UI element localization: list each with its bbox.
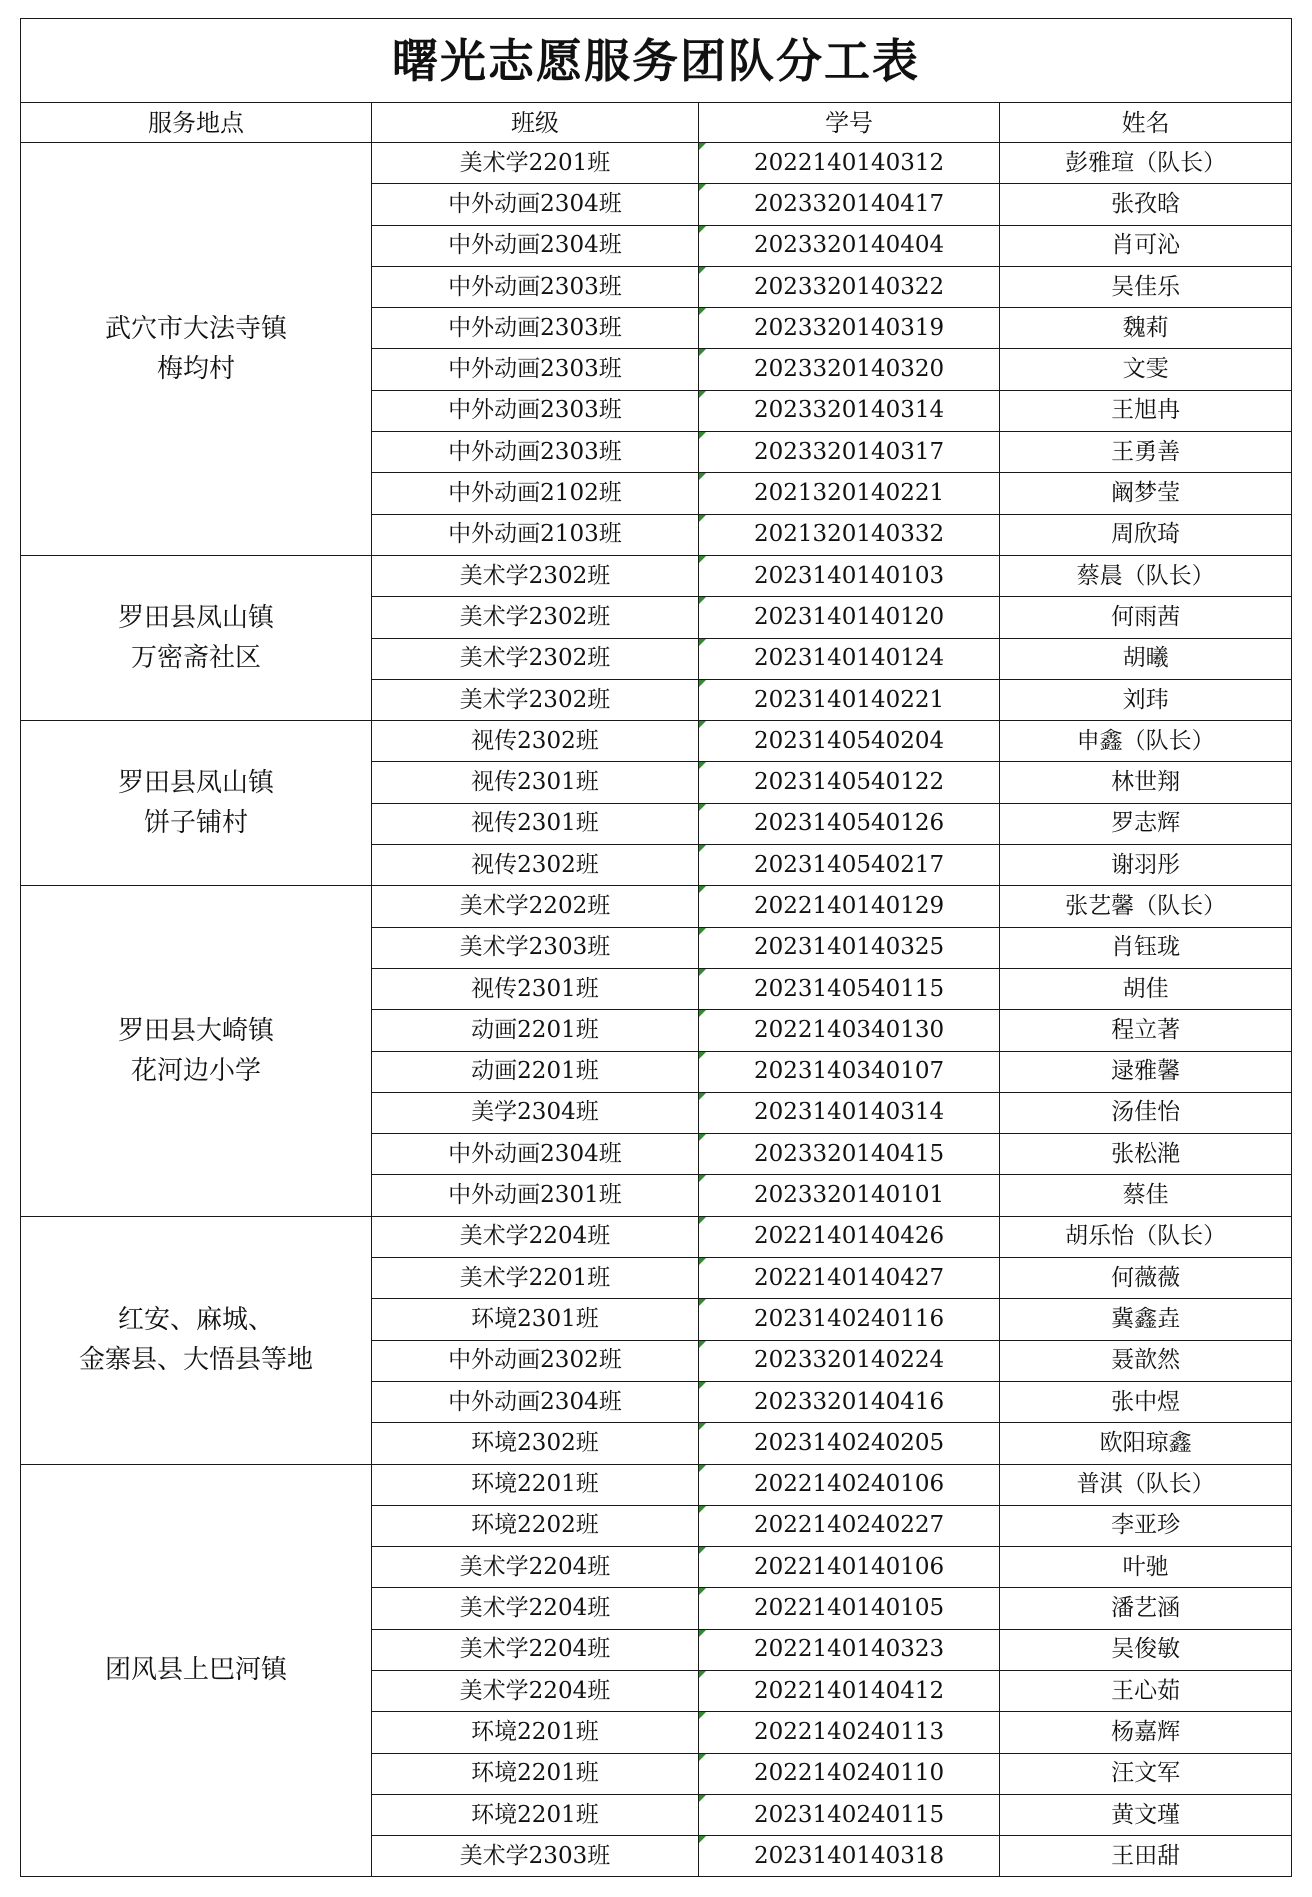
student-id-cell: 2023320140415: [698, 1134, 999, 1175]
student-id-cell: 2023320140317: [698, 432, 999, 473]
student-id-cell: 2023140240116: [698, 1299, 999, 1340]
student-id-cell: 2022140240113: [698, 1712, 999, 1753]
class-cell: 中外动画2304班: [372, 184, 699, 225]
class-cell: 视传2302班: [372, 721, 699, 762]
student-id-cell: 2022140340130: [698, 1010, 999, 1051]
name-cell: 何雨茜: [1000, 597, 1292, 638]
class-cell: 中外动画2102班: [372, 473, 699, 514]
class-cell: 美术学2303班: [372, 1836, 699, 1877]
student-id-cell: 2023320140404: [698, 225, 999, 266]
class-cell: 中外动画2302班: [372, 1340, 699, 1381]
student-id-cell: 2023320140314: [698, 390, 999, 431]
student-id-cell: 2022140240110: [698, 1753, 999, 1794]
name-cell: 林世翔: [1000, 762, 1292, 803]
class-cell: 美术学2204班: [372, 1216, 699, 1257]
name-cell: 吴俊敏: [1000, 1629, 1292, 1670]
service-location-line: 万密斋社区: [131, 643, 262, 674]
student-id-cell: 2023140340107: [698, 1051, 999, 1092]
name-cell: 周欣琦: [1000, 514, 1292, 555]
student-id-cell: 2023320140320: [698, 349, 999, 390]
class-cell: 中外动画2103班: [372, 514, 699, 555]
name-cell: 逯雅馨: [1000, 1051, 1292, 1092]
student-id-cell: 2023320140224: [698, 1340, 999, 1381]
header-location: 服务地点: [21, 103, 372, 143]
service-location-line: 梅均村: [157, 353, 236, 384]
name-cell: 文雯: [1000, 349, 1292, 390]
name-cell: 胡乐怡（队长）: [1000, 1216, 1292, 1257]
service-location: [21, 886, 372, 1216]
student-id-cell: 2022140140323: [698, 1629, 999, 1670]
table-row: [21, 555, 1292, 596]
class-cell: 中外动画2304班: [372, 225, 699, 266]
name-cell: 刘玮: [1000, 679, 1292, 720]
service-location: [21, 721, 372, 886]
table-title: 曙光志愿服务团队分工表: [21, 19, 1292, 103]
class-cell: 视传2302班: [372, 845, 699, 886]
class-cell: 美术学2204班: [372, 1588, 699, 1629]
table-row: [21, 721, 1292, 762]
name-cell: 黄文瑾: [1000, 1794, 1292, 1835]
name-cell: 王心茹: [1000, 1670, 1292, 1711]
class-cell: 动画2201班: [372, 1010, 699, 1051]
name-cell: 潘艺涵: [1000, 1588, 1292, 1629]
name-cell: 张中煜: [1000, 1381, 1292, 1422]
service-location-line: 金寨县、大悟县等地: [79, 1345, 314, 1376]
name-cell: 魏莉: [1000, 308, 1292, 349]
student-id-cell: 2023140140325: [698, 927, 999, 968]
class-cell: 美学2304班: [372, 1092, 699, 1133]
name-cell: 谢羽彤: [1000, 845, 1292, 886]
name-cell: 申鑫（队长）: [1000, 721, 1292, 762]
header-student-id: 学号: [698, 103, 999, 143]
student-id-cell: 2023140240205: [698, 1423, 999, 1464]
student-id-cell: 2022140140106: [698, 1547, 999, 1588]
service-location-line: 武穴市大法寺镇: [105, 313, 288, 344]
class-cell: 环境2202班: [372, 1505, 699, 1546]
class-cell: 美术学2201班: [372, 1258, 699, 1299]
name-cell: 冀鑫垚: [1000, 1299, 1292, 1340]
name-cell: 欧阳琼鑫: [1000, 1423, 1292, 1464]
name-cell: 程立著: [1000, 1010, 1292, 1051]
header-name: 姓名: [1000, 103, 1292, 143]
class-cell: 环境2201班: [372, 1753, 699, 1794]
class-cell: 中外动画2304班: [372, 1134, 699, 1175]
class-cell: 美术学2202班: [372, 886, 699, 927]
student-id-cell: 2021320140332: [698, 514, 999, 555]
name-cell: 阚梦莹: [1000, 473, 1292, 514]
student-id-cell: 2023140140120: [698, 597, 999, 638]
name-cell: 蔡晨（队长）: [1000, 555, 1292, 596]
class-cell: 视传2301班: [372, 803, 699, 844]
class-cell: 中外动画2301班: [372, 1175, 699, 1216]
table-row: [21, 1216, 1292, 1257]
service-location-line: 红安、麻城、: [118, 1304, 275, 1335]
name-cell: 彭雅瑄（队长）: [1000, 143, 1292, 184]
assignment-table: [20, 18, 1292, 1877]
name-cell: 汤佳怡: [1000, 1092, 1292, 1133]
name-cell: 聂歆然: [1000, 1340, 1292, 1381]
service-location-line: 团风县上巴河镇: [105, 1655, 288, 1686]
name-cell: 胡曦: [1000, 638, 1292, 679]
class-cell: 美术学2204班: [372, 1547, 699, 1588]
student-id-cell: 2023140540115: [698, 968, 999, 1009]
table-row: [21, 1464, 1292, 1505]
name-cell: 叶驰: [1000, 1547, 1292, 1588]
service-location: [21, 143, 372, 556]
name-cell: 肖钰珑: [1000, 927, 1292, 968]
student-id-cell: 2023320140417: [698, 184, 999, 225]
class-cell: 视传2301班: [372, 762, 699, 803]
name-cell: 胡佳: [1000, 968, 1292, 1009]
student-id-cell: 2023140140221: [698, 679, 999, 720]
student-id-cell: 2023140140314: [698, 1092, 999, 1133]
class-cell: 美术学2302班: [372, 555, 699, 596]
name-cell: 张松滟: [1000, 1134, 1292, 1175]
class-cell: 动画2201班: [372, 1051, 699, 1092]
service-location-line: 罗田县大崎镇: [118, 1015, 275, 1046]
student-id-cell: 2023140540122: [698, 762, 999, 803]
student-id-cell: 2023320140101: [698, 1175, 999, 1216]
class-cell: 中外动画2303班: [372, 432, 699, 473]
student-id-cell: 2022140140105: [698, 1588, 999, 1629]
class-cell: 美术学2302班: [372, 679, 699, 720]
name-cell: 张孜晗: [1000, 184, 1292, 225]
name-cell: 吴佳乐: [1000, 266, 1292, 307]
name-cell: 王田甜: [1000, 1836, 1292, 1877]
class-cell: 美术学2201班: [372, 143, 699, 184]
student-id-cell: 2023320140319: [698, 308, 999, 349]
student-id-cell: 2023140540126: [698, 803, 999, 844]
class-cell: 美术学2204班: [372, 1629, 699, 1670]
service-location: [21, 555, 372, 720]
student-id-cell: 2023140140103: [698, 555, 999, 596]
student-id-cell: 2022140140312: [698, 143, 999, 184]
class-cell: 环境2201班: [372, 1794, 699, 1835]
student-id-cell: 2023140540204: [698, 721, 999, 762]
table-body: [21, 143, 1292, 1877]
service-location: [21, 1216, 372, 1464]
class-cell: 中外动画2303班: [372, 349, 699, 390]
student-id-cell: 2023140140318: [698, 1836, 999, 1877]
class-cell: 环境2302班: [372, 1423, 699, 1464]
class-cell: 美术学2303班: [372, 927, 699, 968]
class-cell: 中外动画2304班: [372, 1381, 699, 1422]
student-id-cell: 2022140140129: [698, 886, 999, 927]
service-location-line: 花河边小学: [131, 1056, 262, 1087]
student-id-cell: 2022140240106: [698, 1464, 999, 1505]
name-cell: 蔡佳: [1000, 1175, 1292, 1216]
name-cell: 汪文军: [1000, 1753, 1292, 1794]
class-cell: 美术学2204班: [372, 1670, 699, 1711]
student-id-cell: 2023320140416: [698, 1381, 999, 1422]
service-location-line: 罗田县凤山镇: [118, 602, 275, 633]
name-cell: 普淇（队长）: [1000, 1464, 1292, 1505]
name-cell: 杨嘉辉: [1000, 1712, 1292, 1753]
service-location-line: 罗田县凤山镇: [118, 767, 275, 798]
name-cell: 张艺馨（队长）: [1000, 886, 1292, 927]
table-row: [21, 143, 1292, 184]
class-cell: 美术学2302班: [372, 597, 699, 638]
student-id-cell: 2023140240115: [698, 1794, 999, 1835]
class-cell: 美术学2302班: [372, 638, 699, 679]
student-id-cell: 2022140140426: [698, 1216, 999, 1257]
student-id-cell: 2023140140124: [698, 638, 999, 679]
class-cell: 环境2201班: [372, 1712, 699, 1753]
class-cell: 环境2201班: [372, 1464, 699, 1505]
name-cell: 肖可沁: [1000, 225, 1292, 266]
student-id-cell: 2021320140221: [698, 473, 999, 514]
name-cell: 王旭冉: [1000, 390, 1292, 431]
team-assignment-sheet: [20, 18, 1292, 1877]
student-id-cell: 2023320140322: [698, 266, 999, 307]
student-id-cell: 2022140140412: [698, 1670, 999, 1711]
name-cell: 何薇薇: [1000, 1258, 1292, 1299]
class-cell: 中外动画2303班: [372, 308, 699, 349]
class-cell: 中外动画2303班: [372, 266, 699, 307]
service-location: [21, 1464, 372, 1877]
table-row: [21, 886, 1292, 927]
class-cell: 视传2301班: [372, 968, 699, 1009]
name-cell: 罗志辉: [1000, 803, 1292, 844]
class-cell: 环境2301班: [372, 1299, 699, 1340]
name-cell: 王勇善: [1000, 432, 1292, 473]
service-location-line: 饼子铺村: [144, 808, 249, 839]
student-id-cell: 2023140540217: [698, 845, 999, 886]
student-id-cell: 2022140240227: [698, 1505, 999, 1546]
student-id-cell: 2022140140427: [698, 1258, 999, 1299]
header-class: 班级: [372, 103, 699, 143]
name-cell: 李亚珍: [1000, 1505, 1292, 1546]
class-cell: 中外动画2303班: [372, 390, 699, 431]
